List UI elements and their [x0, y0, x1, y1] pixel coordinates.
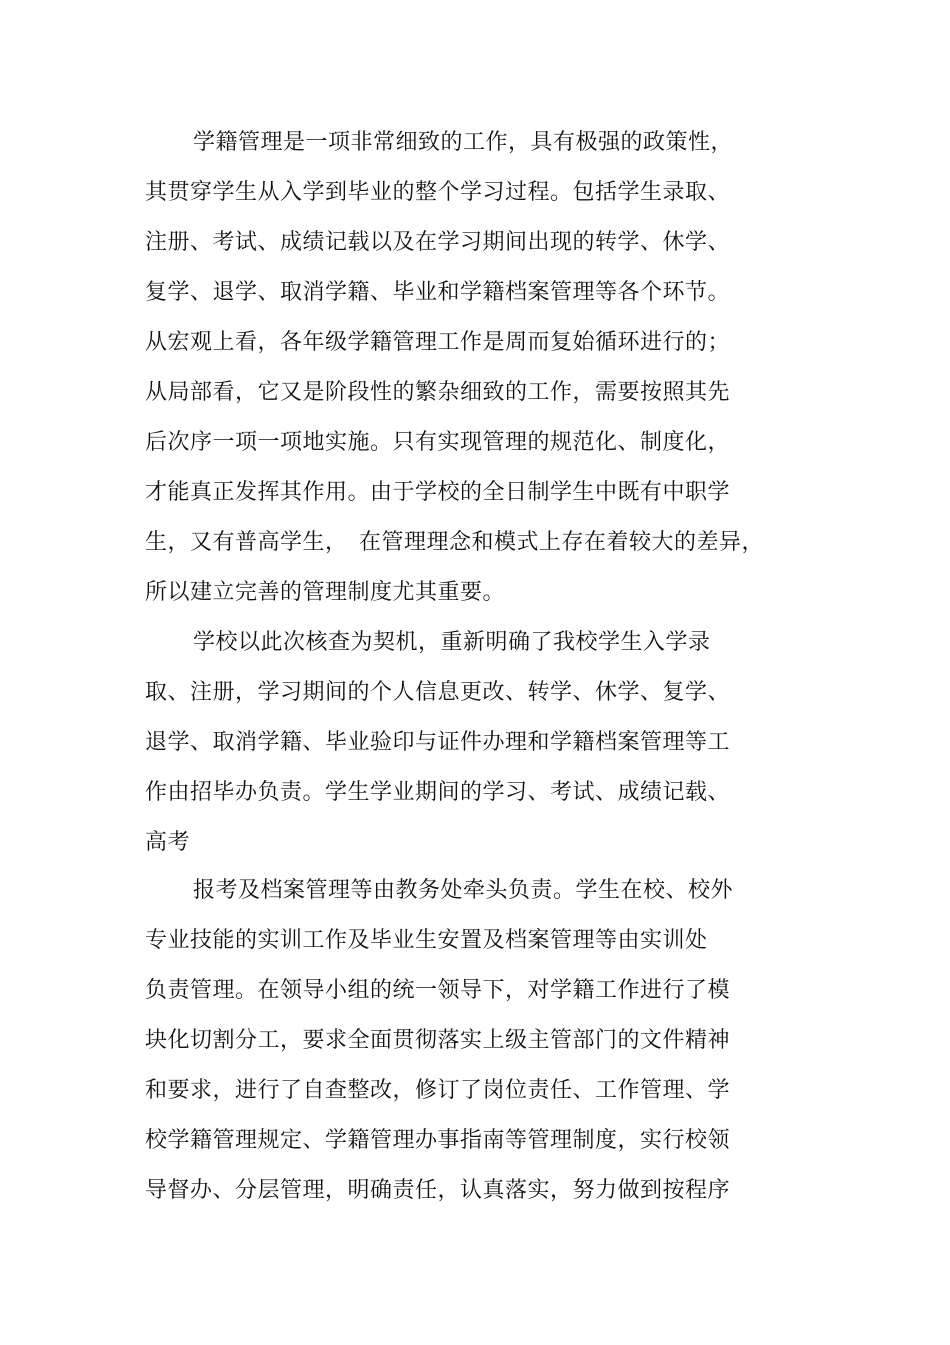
text-line: 学校以此次核查为契机，重新明确了我校学生入学录: [193, 630, 711, 655]
text-line: 后次序一项一项地实施。只有实现管理的规范化、制度化，: [145, 430, 731, 455]
text-line: 导督办、分层管理，明确责任，认真落实，努力做到按程序: [145, 1178, 731, 1203]
text-line: 负责管理。在领导小组的统一领导下，对学籍工作进行了模: [145, 978, 731, 1003]
text-line: 专业技能的实训工作及毕业生安置及档案管理等由实训处: [145, 928, 708, 953]
text-line: 作由招毕办负责。学生学业期间的学习、考试、成绩记载、: [145, 780, 731, 805]
text-line: 学籍管理是一项非常细致的工作，具有极强的政策性，: [193, 130, 734, 155]
text-line: 其贯穿学生从入学到毕业的整个学习过程。包括学生录取、: [145, 180, 731, 205]
text-line: 注册、考试、成绩记载以及在学习期间出现的转学、休学、: [145, 230, 731, 255]
text-line: 复学、退学、取消学籍、毕业和学籍档案管理等各个环节。: [145, 280, 731, 305]
text-line: 才能真正发挥其作用。由于学校的全日制学生中既有中职学: [145, 480, 731, 505]
text-line: 和要求，进行了自查整改，修订了岗位责任、工作管理、学: [145, 1078, 731, 1103]
text-line: 校学籍管理规定、学籍管理办事指南等管理制度，实行校领: [145, 1128, 731, 1153]
text-line: 所以建立完善的管理制度尤其重要。: [145, 580, 506, 605]
text-line: 从局部看，它又是阶段性的繁杂细致的工作，需要按照其先: [145, 380, 731, 405]
text-line: 高考: [145, 830, 191, 855]
text-line: 块化切割分工，要求全面贯彻落实上级主管部门的文件精神: [145, 1028, 731, 1053]
text-line: 退学、取消学籍、毕业验印与证件办理和学籍档案管理等工: [145, 730, 731, 755]
text-line: 生，又有普高学生， 在管理理念和模式上存在着较大的差异，: [145, 530, 765, 555]
text-line: 从宏观上看，各年级学籍管理工作是周而复始循环进行的；: [145, 330, 731, 355]
text-line: 取、注册，学习期间的个人信息更改、转学、休学、复学、: [145, 680, 731, 705]
text-line: 报考及档案管理等由教务处牵头负责。学生在校、校外: [193, 878, 734, 903]
